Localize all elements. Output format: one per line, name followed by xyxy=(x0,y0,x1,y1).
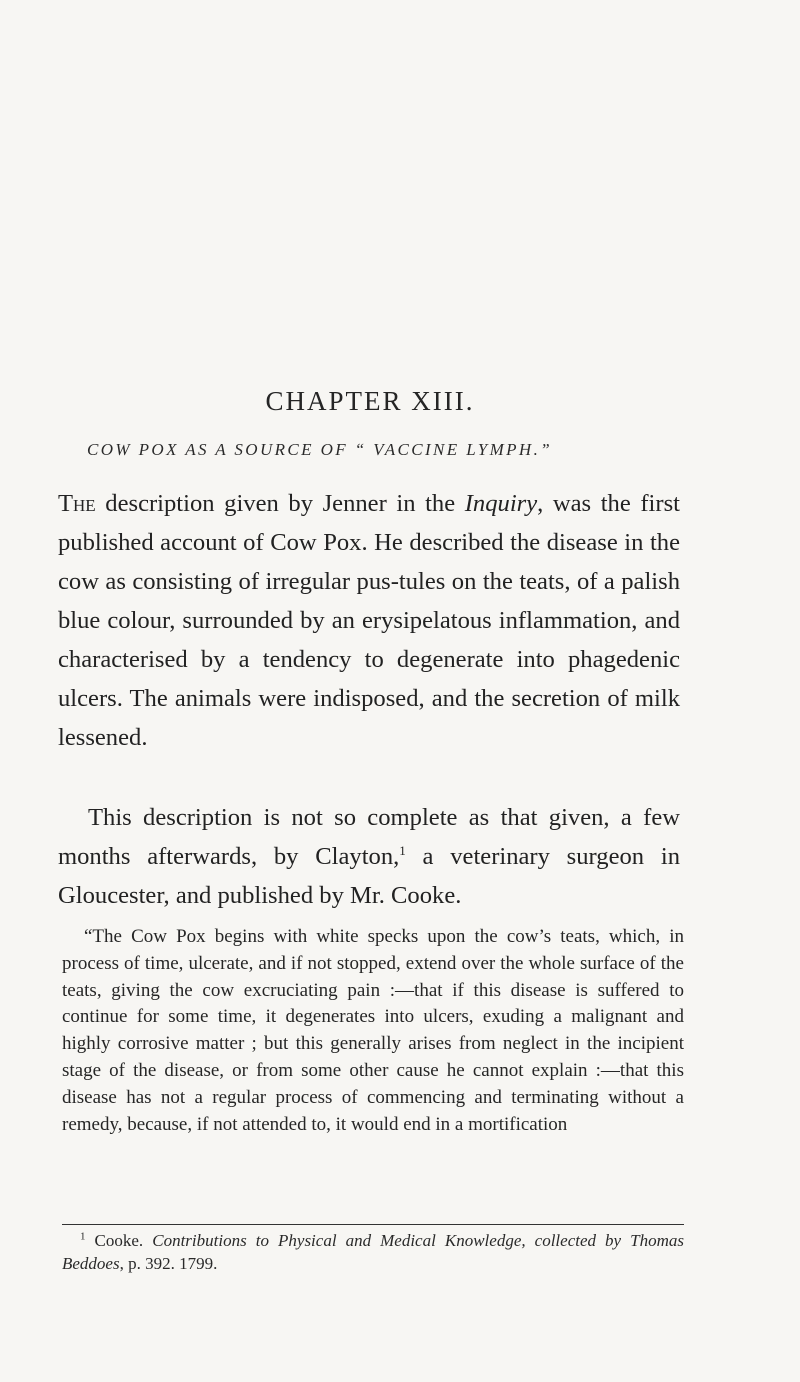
paragraph-2 xyxy=(58,798,680,915)
paragraph-1-text-b: , was the first published account of Cow Pox. He described the disease in the cow as consisting of irregular pus-tules on the teats, of a palish blue colour, surrounded by an erysipelatous inflammation, and characterised by a tendency to degenerate into phagedenic ulcers. The animals were indisposed, and the secretion of milk lessened. xyxy=(58,490,680,751)
footnote-citation: , p. 392. 1799. xyxy=(119,1254,218,1273)
block-quote: “The Cow Pox begins with white specks upon the cow’s teats, which, in process of time, ulcerate, and if not stopped, extend over the whole surface of the teats, giving the cow excruciating pain :—that if this disease is suffered to continue for some time, it degenerates into ulcers, exuding a malignant and highly corrosive matter ; but this generally arises from neglect in the incipient stage of the disease, or from some other cause he cannot explain :—that this disease has not a regular process of commencing and terminating without a remedy, because, if not attended to, it would end in a mortification xyxy=(62,926,684,1135)
footnote-divider xyxy=(62,1224,684,1225)
footnote-reference[interactable]: 1 xyxy=(399,842,406,858)
paragraph-2-text-a: This description is not so complete as that given, a few months afterwards, by Clayton, xyxy=(58,804,680,870)
footnote-author: Cooke. xyxy=(85,1231,153,1250)
footnote xyxy=(62,1229,684,1275)
footnote-title: Contributions to Physical and Medical Knowledge, collected by Thomas Beddoes xyxy=(62,1231,684,1273)
chapter-title: CHAPTER XIII. xyxy=(265,386,475,416)
paragraph-1-text-a: description given by Jenner in the xyxy=(95,490,465,517)
paragraph-1-first-word: The xyxy=(58,490,96,517)
chapter-subtitle: COW POX AS A SOURCE OF “ VACCINE LYMPH.” xyxy=(87,440,553,459)
paragraph-2-text-b: a veterinary surgeon in Gloucester, and published by Mr. Cooke. xyxy=(58,843,680,909)
paragraph-1 xyxy=(58,484,680,757)
paragraph-1-italic-title: Inquiry xyxy=(464,490,538,517)
footnote-number: 1 xyxy=(80,1230,86,1243)
